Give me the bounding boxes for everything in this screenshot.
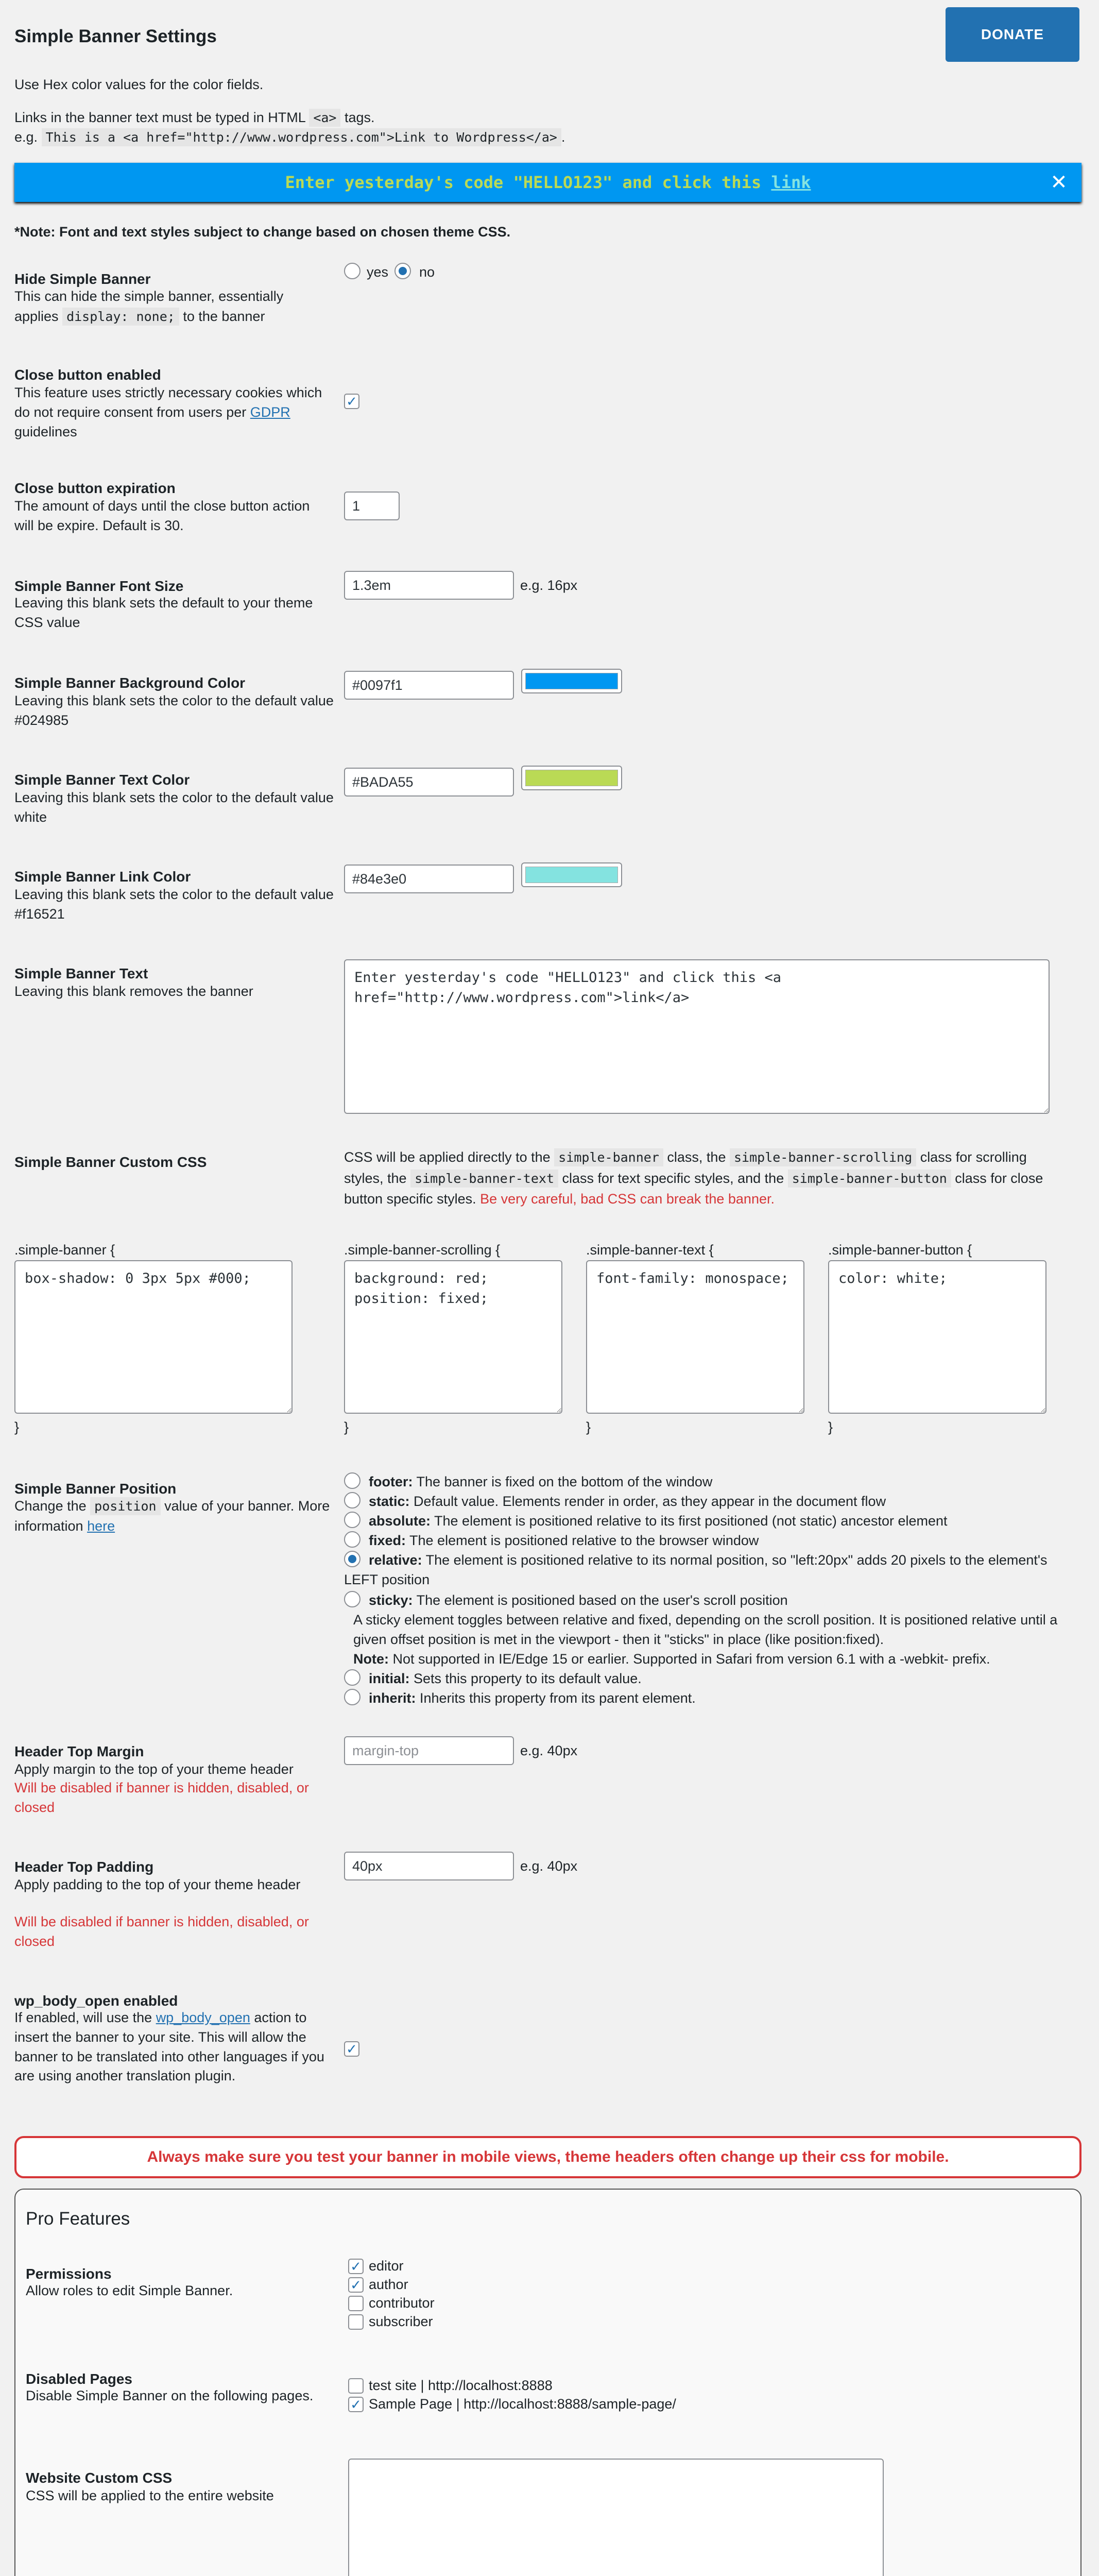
css-box-4-textarea[interactable] [828,1260,1046,1414]
close-exp-input[interactable] [344,492,400,520]
position-footer-text: footer: The banner is fixed on the bottom of the window [369,1474,713,1489]
position-fixed-text: fixed: The element is positioned relative to the browser window [369,1533,759,1548]
css-box-3-textarea[interactable] [586,1260,804,1414]
role-contributor-checkbox[interactable] [348,2296,364,2311]
hide-no-label: no [419,264,435,280]
close-enabled-label: Close button enabled [14,367,161,383]
position-sticky-note: A sticky element toggles between relative and fixed, depending on the scroll position. It is positioned relative until a given offset position is met in the viewport - then it "sticks" in place (like position:fixed). [353,1612,1058,1647]
position-sticky-radio[interactable] [344,1591,360,1607]
position-footer-radio[interactable] [344,1472,360,1489]
wp-body-checkbox[interactable]: ✓ [344,2041,359,2057]
css-box-1-textarea[interactable] [14,1260,293,1414]
role-subscriber-checkbox[interactable] [348,2314,364,2330]
gdpr-link[interactable]: GDPR [250,404,290,420]
position-sticky-text: sticky: The element is positioned based on the user's scroll position [369,1592,788,1608]
site-css-desc: CSS will be applied to the entire website [26,2488,274,2503]
wp-body-open-link[interactable]: wp_body_open [156,2010,250,2025]
margin-label: Header Top Margin [14,1743,144,1759]
css-box-1-selector: .simple-banner { [14,1242,115,1258]
hide-yes-label: yes [367,264,389,280]
position-inherit-radio[interactable] [344,1689,360,1705]
custom-css-label: Simple Banner Custom CSS [14,1154,207,1170]
font-size-desc: Leaving this blank sets the default to your theme CSS value [14,595,313,630]
hide-yes-radio[interactable] [344,263,360,279]
bg-color-input[interactable] [344,671,514,700]
position-initial-text: initial: Sets this property to its default value. [369,1671,642,1686]
font-size-input[interactable] [344,571,514,600]
donate-button[interactable]: DONATE [946,7,1079,62]
css-box-2-textarea[interactable] [344,1260,562,1414]
bg-color-swatch[interactable] [521,669,622,693]
position-more-info-link[interactable]: here [87,1518,115,1534]
role-editor-checkbox[interactable]: ✓ [348,2259,364,2274]
margin-warning: Will be disabled if banner is hidden, disabled, or closed [14,1780,309,1815]
text-color-desc: Leaving this blank sets the color to the default value white [14,790,334,825]
position-fixed-radio[interactable] [344,1531,360,1548]
text-color-input[interactable] [344,768,514,796]
margin-hint: e.g. 40px [520,1743,578,1758]
position-absolute-text: absolute: The element is positioned relative to its first positioned (not static) ancestor element [369,1513,948,1529]
custom-css-desc: CSS will be applied directly to the simple-banner class, the simple-banner-scrolling class for scrolling styles, the simple-banner-text class for text specific styles, and the simple-banner-button class for close button specific styles. Be very careful, bad CSS can break the banner. [344,1149,1043,1207]
padding-label: Header Top Padding [14,1859,154,1875]
disabled-page-test-site-checkbox[interactable] [348,2378,364,2394]
role-contributor-label: contributor [369,2295,435,2311]
position-static-text: static: Default value. Elements render in order, as they appear in the document flow [369,1494,886,1509]
margin-input[interactable] [344,1736,514,1765]
site-css-label: Website Custom CSS [26,2470,173,2486]
site-css-textarea[interactable] [348,2459,884,2576]
banner-text-desc: Leaving this blank removes the banner [14,984,253,999]
css-box-2-close: } [344,1419,349,1435]
banner-text-textarea[interactable] [344,959,1050,1114]
permissions-label: Permissions [26,2266,112,2282]
css-box-3-selector: .simple-banner-text { [586,1242,714,1258]
link-color-swatch[interactable] [521,862,622,887]
hide-banner-desc: This can hide the simple banner, essentially applies display: none; to the banner [14,286,323,327]
css-box-4-selector: .simple-banner-button { [828,1242,972,1258]
text-color-swatch[interactable] [521,766,622,790]
hide-banner-label: Hide Simple Banner [14,271,151,287]
margin-desc: Apply margin to the top of your theme header [14,1761,294,1777]
disabled-pages-desc: Disable Simple Banner on the following pages. [26,2388,314,2403]
banner-preview-text: Enter yesterday's code "HELLO123" and click this [285,172,762,192]
position-sticky-support: Note: Not supported in IE/Edge 15 or earlier. Supported in Safari from version 6.1 with a -webkit- prefix. [353,1651,990,1667]
css-box-4-close: } [828,1419,833,1435]
disabled-page-test-site-label: test site | http://localhost:8888 [369,2378,553,2393]
font-note: *Note: Font and text styles subject to change based on chosen theme CSS. [14,224,511,240]
banner-text-label: Simple Banner Text [14,965,148,981]
pro-features-title: Pro Features [26,2209,130,2229]
close-exp-label: Close button expiration [14,480,176,496]
bg-color-label: Simple Banner Background Color [14,675,246,691]
padding-hint: e.g. 40px [520,1858,578,1874]
mobile-warning: Always make sure you test your banner in mobile views, theme headers often change up their css for mobile. [14,2136,1081,2178]
position-absolute-radio[interactable] [344,1512,360,1528]
position-inherit-text: inherit: Inherits this property from its parent element. [369,1690,696,1706]
links-note: Links in the banner text must be typed in HTML <a> tags. [14,108,375,128]
css-box-1-close: } [14,1419,20,1435]
position-static-radio[interactable] [344,1492,360,1509]
padding-input[interactable] [344,1852,514,1880]
disabled-pages-label: Disabled Pages [26,2371,132,2387]
position-initial-radio[interactable] [344,1669,360,1686]
disabled-page-sample-checkbox[interactable]: ✓ [348,2397,364,2412]
example-note: e.g. This is a <a href="http://www.wordpress.com">Link to Wordpress</a> . [14,128,565,147]
text-color-swatch-fill [525,770,618,786]
banner-preview [14,163,1081,202]
bg-color-swatch-fill [525,673,618,689]
disabled-page-sample-label: Sample Page | http://localhost:8888/sample-page/ [369,2396,676,2412]
position-label: Simple Banner Position [14,1481,177,1497]
text-color-label: Simple Banner Text Color [14,772,190,788]
bg-color-desc: Leaving this blank sets the color to the default value #024985 [14,693,334,728]
padding-warning: Will be disabled if banner is hidden, disabled, or closed [14,1914,309,1949]
hex-note: Use Hex color values for the color fields. [14,77,264,92]
hide-no-radio[interactable] [394,263,411,279]
font-size-label: Simple Banner Font Size [14,578,184,594]
padding-desc: Apply padding to the top of your theme header [14,1877,301,1892]
banner-preview-link[interactable]: link [771,172,811,192]
role-editor-label: editor [369,2258,404,2274]
close-enabled-checkbox[interactable]: ✓ [344,394,359,409]
position-relative-text: relative: The element is positioned relative to its normal position, so "left:20px" adds 20 pixels to the element's LEFT position [344,1552,1048,1587]
wp-body-label: wp_body_open enabled [14,1993,178,2009]
link-color-label: Simple Banner Link Color [14,869,191,885]
link-color-swatch-fill [525,867,618,883]
role-author-label: author [369,2277,408,2292]
font-size-hint: e.g. 16px [520,578,578,593]
close-exp-desc: The amount of days until the close button action will be expire. Default is 30. [14,498,310,533]
link-color-input[interactable] [344,865,514,893]
role-author-checkbox[interactable]: ✓ [348,2277,364,2293]
wp-body-desc: If enabled, will use the wp_body_open action to insert the banner to your site. This will allow the banner to be translated into other languages if you are using another translation plugin. [14,2010,324,2084]
link-color-desc: Leaving this blank sets the color to the default value #f16521 [14,887,334,922]
css-box-3-close: } [586,1419,591,1435]
page-title: Simple Banner Settings [14,26,217,46]
position-desc: Change the position value of your banner. More information here [14,1498,330,1534]
role-subscriber-label: subscriber [369,2314,433,2329]
close-icon[interactable]: ✕ [1050,171,1068,194]
close-enabled-desc: This feature uses strictly necessary cookies which do not require consent from users per GDPR guidelines [14,385,322,439]
permissions-desc: Allow roles to edit Simple Banner. [26,2283,233,2298]
css-box-2-selector: .simple-banner-scrolling { [344,1242,501,1258]
